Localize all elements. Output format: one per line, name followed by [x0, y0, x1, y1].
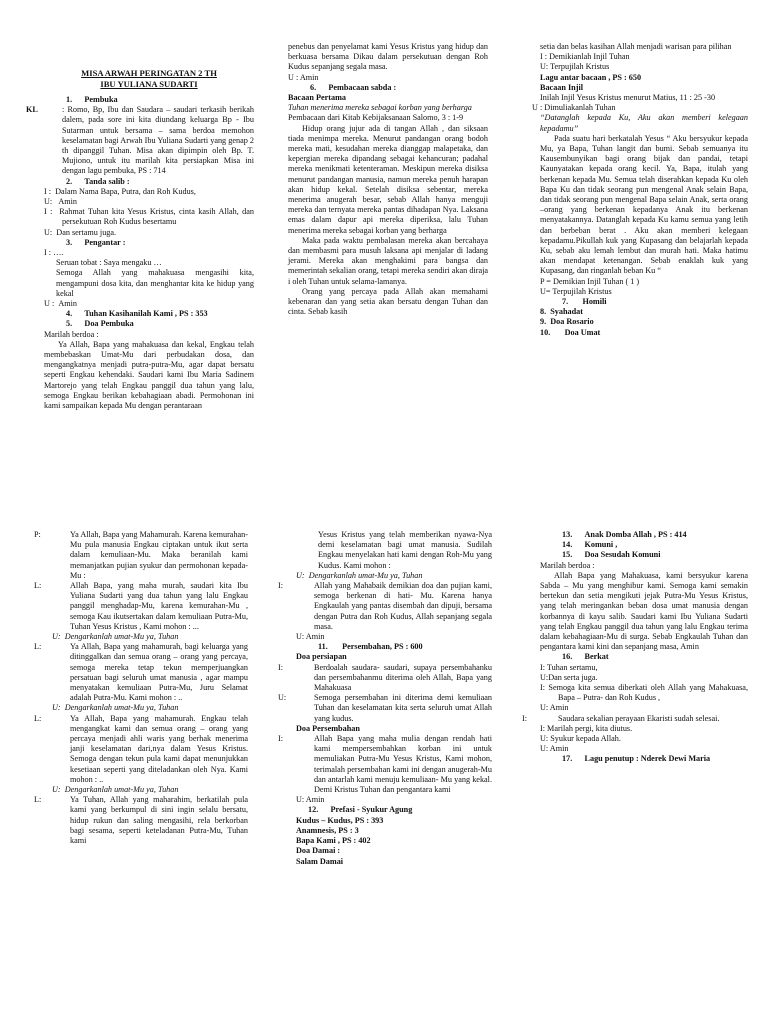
dialog-line: U : Amin — [44, 299, 77, 309]
section-pengantar: 3. Pengantar : — [66, 237, 126, 247]
dialog-line: U= Terpujilah Kristus — [540, 286, 612, 296]
column-3-bottom — [522, 530, 748, 765]
paragraph-continued: Yesus Kristus yang telah memberikan nyawa-Nya demi keselamatan bagi umat manusia. Sudilah Engkau menyelakan hati kami dengan Roh-Mu yang Kudus. Kami mohon : — [318, 530, 492, 570]
section-lagu-penutup: 17. Lagu penutup : Nderek Dewi Maria — [562, 754, 711, 764]
bacaan-subtitle: Tuhan menerima mereka sebagai korban yang berharga — [288, 103, 472, 113]
response-line: U: Dengarkanlah umat-Mu ya, Tuhan — [52, 703, 179, 713]
dialog-line: U: Amin — [540, 744, 569, 754]
dialog-line: U: Amin — [44, 197, 77, 207]
bacaan-pertama: Bacaan Pertama — [288, 93, 346, 103]
dialog-line: U: Amin — [540, 703, 569, 713]
bacaan-source: Pembacaan dari Kitab Kebijaksanaan Salomo, 3 : 1-9 — [288, 113, 464, 123]
doa-persiapan: Doa persiapan — [296, 652, 347, 662]
dialog-line: U: Syukur kepada Allah. — [540, 734, 621, 744]
paragraph-continued: penebus dan penyelamat kami Yesus Kristus yang hidup dan berkuasa bersama Dikau dalam persekutuan dengan Roh Kudus sepanjang segala masa. — [288, 42, 488, 72]
section-doa-pembuka: 5. Doa Pembuka — [66, 319, 134, 329]
injil-subtitle: “Datanglah kepada Ku, Aku akan memberi kelegaan kepadamu” — [540, 113, 748, 133]
absolusi: Semoga Allah yang mahakuasa mengasihi kita, mengampuni dosa kita, dan menghantar kita ke hidup yang kekal — [56, 268, 254, 298]
section-pembacaan-sabda: 6. Pembacaan sabda : — [310, 82, 397, 92]
column-1-top — [26, 68, 254, 411]
dialog-line: I: Marilah pergi, kita diutus. — [540, 723, 633, 733]
salam-damai: Salam Damai — [296, 856, 344, 866]
dialog-line: I : Rahmat Tuhan kita Yesus Kristus, cinta kasih Allah, dan persekutuan Roh Kudus besertamu — [44, 207, 254, 227]
dialog-line: U: Amin — [296, 795, 325, 805]
response-line: U: Dengarkanlah umat-Mu ya, Tuhan — [52, 785, 179, 795]
prayer-intro: P: Ya Allah, Bapa yang Mahamurah. Karena kemurahan-Mu pula manusia Engkau ciptakan untuk ikut serta dalam kemuliaan-Mu. Maka beranilah kami memanjatkan pujian syukur dan permohonan kepada-Mu : — [34, 530, 248, 580]
paragraph-continued: setia dan belas kasihan Allah menjadi warisan para pilihan — [540, 42, 732, 51]
reading-paragraph: Orang yang percaya pada Allah akan memahami kebenaran dan yang setia akan bersatu dengan Tuhan dan cinta. Sebab kasih — [288, 286, 488, 317]
dialog-line: U:Dan serta juga. — [540, 672, 598, 682]
anamnesis: Anamnesis, PS : 3 — [296, 825, 359, 835]
marilah-berdoa: Marilah berdoa : — [540, 560, 595, 570]
section-prefasi: 12. Prefasi - Syukur Agung — [308, 805, 413, 815]
section-homili: 7. Homili — [562, 297, 607, 307]
marilah-berdoa: Marilah berdoa : — [44, 329, 99, 339]
kudus: Kudus – Kudus, PS : 393 — [296, 815, 384, 825]
closing-prayer: I: Allah yang Mahabaik demikian doa dan pujian kami, semoga berkenan di hati- Mu. Karena hanya Engkaulah yang pantas disembah dan dipuji, bersama dengan Putra dan Roh Kudus, Allah sepanjang segala masa. — [278, 581, 492, 631]
title-line-1: MISA ARWAH PERINGATAN 2 TH — [81, 68, 217, 78]
doa-damai: Doa Damai : — [296, 846, 341, 856]
dialog-paragraph: I: Allah Bapa yang maha mulia dengan rendah hati kami mempersembahkan korban ini untuk memuliakan Putra-Mu Yesus Kristus, Kami mohon, terimalah persembahan kami ini dengan anugerah-Mu dan antarlah kami menuju kemuliaan- Mu yang kekal. Demi Kristus Tuhan dan pengantara kami — [278, 734, 492, 795]
kl-paragraph: KL : Romo, Bp, Ibu dan Saudara – saudari terkasih berikah dalem, pada sore ini kita diundang keluarga Bp - Ibu Sutarman untuk bersama – sama berdoa memohon keselamatan bagi Arwah Ibu Yuliana Sudarti yang genap 2 th dipanggil Tuhan. Misa akan dipimpin oleh Bp. T. Mujiono, untuk itu marilah kita persiapkan Misa ini dengan lagu pembuka, PS : 714 — [26, 105, 254, 176]
dialog-line: U : Amin — [288, 72, 319, 82]
section-doa-rosario: 9. Doa Rosario — [540, 317, 594, 327]
section-syahadat: 8. Syahadat — [540, 307, 583, 317]
dialog-line: U : Dimuliakanlah Tuhan — [532, 103, 616, 113]
lagu-antar-bacaan: Lagu antar bacaan , PS : 650 — [540, 72, 642, 82]
response-line: U: Dengarkanlah umat-Mu ya, Tuhan — [296, 570, 423, 580]
dialog-line: I : Dalam Nama Bapa, Putra, dan Roh Kudus, — [44, 186, 196, 196]
column-2-top — [288, 42, 488, 317]
intention: L: Allah Bapa, yang maha murah, saudari kita Ibu Yuliana Sudarti yang dua tahun yang lalu Engkau panggil menghadap-Mu, karena kemurahan-Mu , semoga Kau ikutsertakan dalam kemuliaan Putra-Mu, Tuhan Yesus Kristus , Kami mohon : ... — [34, 581, 248, 631]
dialog-line: I : Demikianlah Injil Tuhan — [540, 52, 630, 62]
dialog-line: I : …. — [44, 248, 64, 258]
section-doa-sesudah-komuni: 15. Doa Sesudah Komuni — [562, 550, 661, 560]
intention: L: Ya Allah, Bapa yang mahamurah. Engkau telah mengangkat kami dan semua orang – orang yang percaya menjadi ahli waris yang berhak menerima janji keselamatan dari,nya dalam Yesus Kristus. Semoga dengan tekun pula kami dapat menunjukkan kesetiaan seperti yang diteladankan oleh Nya. Kami mohon : .. — [34, 713, 248, 784]
bacaan-injil: Bacaan Injil — [540, 82, 583, 92]
column-1-bottom — [34, 530, 248, 846]
gospel-paragraph: Pada suatu hari berkatalah Yesus “ Aku bersyukur kepada Mu, ya Bapa, Tuhan langit dan bumi. Sebab semuanya itu Kausembunyikan bagi orang bijak dan pandai, tetapi Kaunyatakan kepada orang kecil. Ya, Bapa, itulah yang berkenan kepada Mu. Semua telah diserahkan kepada Ku oleh Bapa Ku dan tidak seorang pun mengenal Anak selain Bapa, dan tidak seorang pun mengenal Bapa selain Anak, serta orang –orang yang berkenan kepadanya Anak itu berkenan menyatakannya. Datanglah kepada Ku kamu semua yang letih dan berbeban berat . Aku akan memberi kelegaan kepadamu.Pikullah kuk yang Kupasang dan belajarlah kepada Ku, sebab aku lemah lembut dan murah hati. Maka hatimu akan mendapat ketenangan. Sebab enaklah kuk yang Kupasang, dan ringanlah beban Ku “ — [540, 133, 748, 276]
section-tuhan-kasihanilah: 4. Tuhan Kasihanilah Kami , PS : 353 — [66, 309, 208, 319]
seruan-tobat: Seruan tobat : Saya mengaku … — [56, 258, 162, 268]
section-komuni: 14. Komuni , — [562, 540, 618, 550]
section-persembahan: 11. Persembahan, PS : 600 — [318, 642, 423, 652]
response-line: U: Dengarkanlah umat-Mu ya, Tuhan — [52, 632, 179, 642]
dialog-paragraph: I: Berdoalah saudara- saudari, supaya persembahanku dan persembahanmu diterima oleh Allah, Bapa yang Mahakuasa — [278, 662, 492, 693]
intention: L: Ya Tuhan, Allah yang maharahim, berkatilah pula kami yang berkumpul di sini ingin selalu bersatu, hidup rukun dan saling mengasihi, rela berkorban bagi sesama, seperti keteladanan Putra-Mu, Tuhan kami — [34, 795, 248, 846]
doa-persembahan: Doa Persembahan — [296, 723, 360, 733]
intention: L: Ya Allah, Bapa yang mahamurah, bagi keluarga yang ditinggalkan dan semua orang – orang yang percaya, semoga mereka tetap tekun memperjuangkan persatuan bagi seluruh umat manusia , agar mampu menyatakan kemuliaan Putra-Mu, Juru Selamat adalah Putra-Mu. Kami mohon : .. — [34, 642, 248, 703]
section-pembuka: 1. Pembuka — [66, 95, 118, 104]
section-anak-domba: 13. Anak Domba Allah , PS : 414 — [562, 530, 687, 539]
section-berkat: 16. Berkat — [562, 652, 609, 662]
reading-paragraph: Maka pada waktu pembalasan mereka akan bercahaya dan membasmi para musuh laksana api menjalar di ladang jerami. Mereka akan menghakimi para bangsa dan memerintah sekalian orang, tetapi mereka sendiri akan diraja i oleh Tuhan untuk selama-lamanya. — [288, 235, 488, 286]
dialog-line: U: Amin — [296, 632, 325, 642]
prayer-paragraph: Allah Bapa yang Mahakuasa, kami bersyukur karena Sabda – Mu yang menghibur kami. Semoga kami semakin bertekun dan setia mengikuti jejak Putra-Mu Yesus Kristus, yang telah meringankan beban dosa umat manusia dengan korbannya di kayu salib. Saudari kami Ibu Yuliana Sudarti yang telah Engkau panggil dua tahun yang lalu Engkau terima dalam kebahagiaan-Mu di surga. Sebab Engkaulah Tuhan dan pengantara kami kini dan sepanjang masa, Amin — [540, 570, 748, 652]
dialog-line: U: Terpujilah Kristus — [540, 62, 610, 72]
reading-paragraph: Hidup orang jujur ada di tangan Allah , dan siksaan tiada menimpa mereka. Menurut pandangan orang bodoh mereka mati, kesudahan mereka dianggap malapetaka, dan kepergian mereka dipandang sebagai kehancuran; padahal mereka menikmati ketenteraman. Meskipun mereka disiksa menurut pandangan manusia, namun mereka penuh harapan akan hidup kekal. Setelah disiksa sebentar, mereka menerima anugerah besar, sebab Allah hanya menguji mereka dan ternyata mereka pantas dihadapan Nya. Laksana emas dalam dapur api mereka diperiksa, lalu Tuhan menerima mereka sebagai korban yang berharga — [288, 123, 488, 235]
column-2-bottom — [278, 530, 492, 867]
dialog-line: I: Tuhan sertamu, — [540, 662, 598, 672]
bapa-kami: Bapa Kami , PS : 402 — [296, 836, 371, 846]
injil-source: Inilah Injil Yesus Kristus menurut Matius, 11 : 25 -30 — [540, 93, 716, 103]
dialog-line: P = Demikian Injil Tuhan ( 1 ) — [540, 276, 640, 286]
dialog-line: I: Semoga kita semua diberkati oleh Allah yang Mahakuasa, Bapa – Putra- dan Roh Kudus , — [540, 683, 748, 703]
dialog-paragraph: I: Saudara sekalian perayaan Ekaristi sudah selesai. — [522, 713, 720, 723]
section-doa-umat: 10. Doa Umat — [540, 327, 601, 337]
dialog-paragraph: U: Semoga persembahan ini diterima demi kemuliaan Tuhan dan keselamatan kita serta seluruh umat Allah yang kudus. — [278, 693, 492, 723]
title-line-2: IBU YULIANA SUDARTI — [100, 78, 198, 89]
column-3-top — [532, 42, 748, 338]
dialog-line: U: Dan sertamu juga. — [44, 227, 117, 237]
prayer-paragraph: Ya Allah, Bapa yang mahakuasa dan kekal, Engkau telah membebaskan Umat-Mu dari perbudakan dosa, dan mengangkatnya menjadi putra-putra-Mu, agar dapat bersatu seperti Engkau kehendaki. Saudari kami Ibu Maria Sadinem Martorejo yang telah Engkau panggil dua tahun yang lalu, semoga Engkau berikan kebahagiaan abadi. Permohonan ini kami sampaikan kepada Mu dengan perantaraan — [44, 339, 254, 411]
section-tanda-salib: 2. Tanda salib : — [66, 176, 130, 186]
